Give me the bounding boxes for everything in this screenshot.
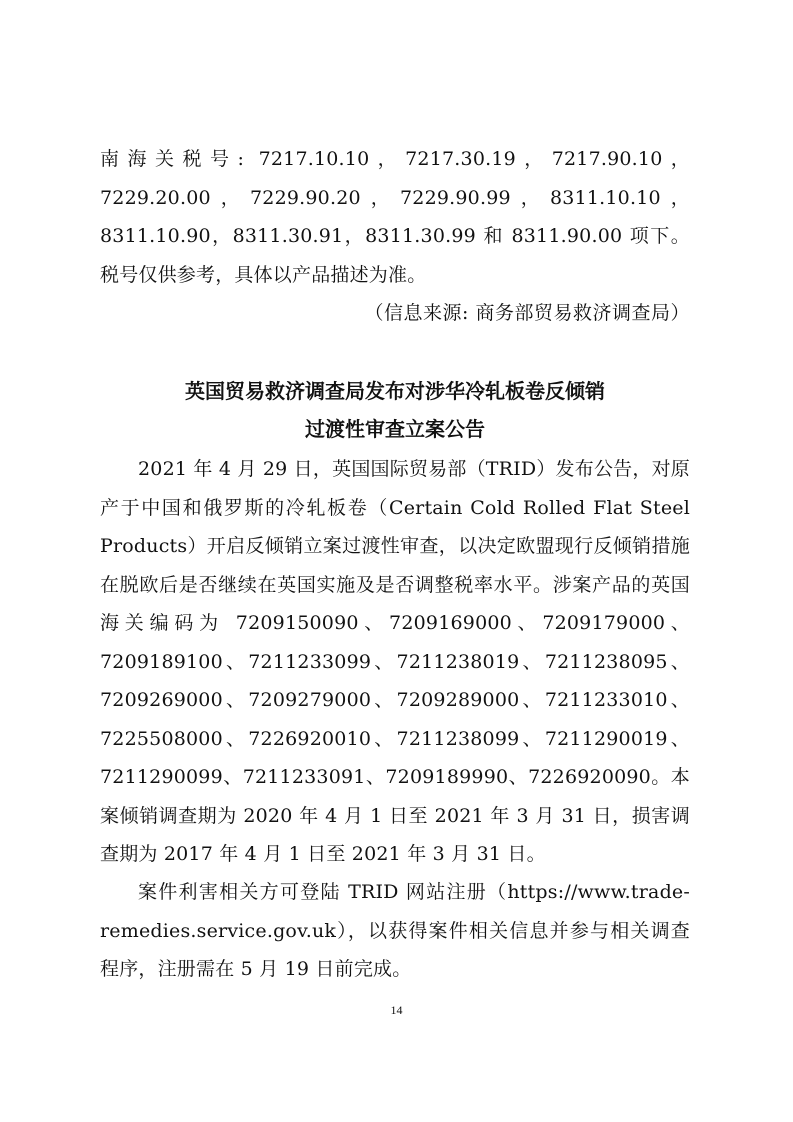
announcement-title-line-1: 英国贸易救济调查局发布对涉华冷轧板卷反倾销 [185, 379, 605, 403]
source-note: （信息来源: 商务部贸易救济调查局） [364, 302, 690, 324]
announcement-body-paragraph: 2021 年 4 月 29 日，英国国际贸易部（TRID）发布公告，对原产于中国和俄罗斯的冷轧板卷（Certain Cold Rolled Flat Steel Products）开启反倾销立案过渡性审查，以决定欧盟现行反倾销措施在脱欧后是否继续在英国实施及是否调整税率水平。涉案产品的英国海关编码为 7209150090、7209169000、7209179000、7209189100、7211233099、7211238019、7211238095、7209269000、7209279000、7209289000、7211233010、7225508000、7226920010、7211238099、7211290019、7211290099、7211233091、7209189990、7226920090。本案倾销调查期为 2020 年 4 月 1 日至 2021 年 3 月 31 日，损害调查期为 2017 年 4 月 1 日至 2021 年 3 月 31 日。 [100, 458, 690, 865]
registration-paragraph: 案件利害相关方可登陆 TRID 网站注册（https://www.trade-remedies.service.gov.uk），以获得案件相关信息并参与相关调查程序，注册需在 5 月 19 日前完成。 [100, 881, 690, 980]
announcement-title-line-2: 过渡性审查立案公告 [305, 417, 485, 441]
page-number: 14 [390, 1003, 403, 1017]
hs-code-paragraph: 南海关税号: 7217.10.10，7217.30.19，7217.90.10，7229.20.00，7229.90.20，7229.90.99，8311.10.10，8311.10.90，8311.30.91，8311.30.99 和 8311.90.00 项下。税号仅供参考，具体以产品描述为准。 [100, 148, 690, 286]
